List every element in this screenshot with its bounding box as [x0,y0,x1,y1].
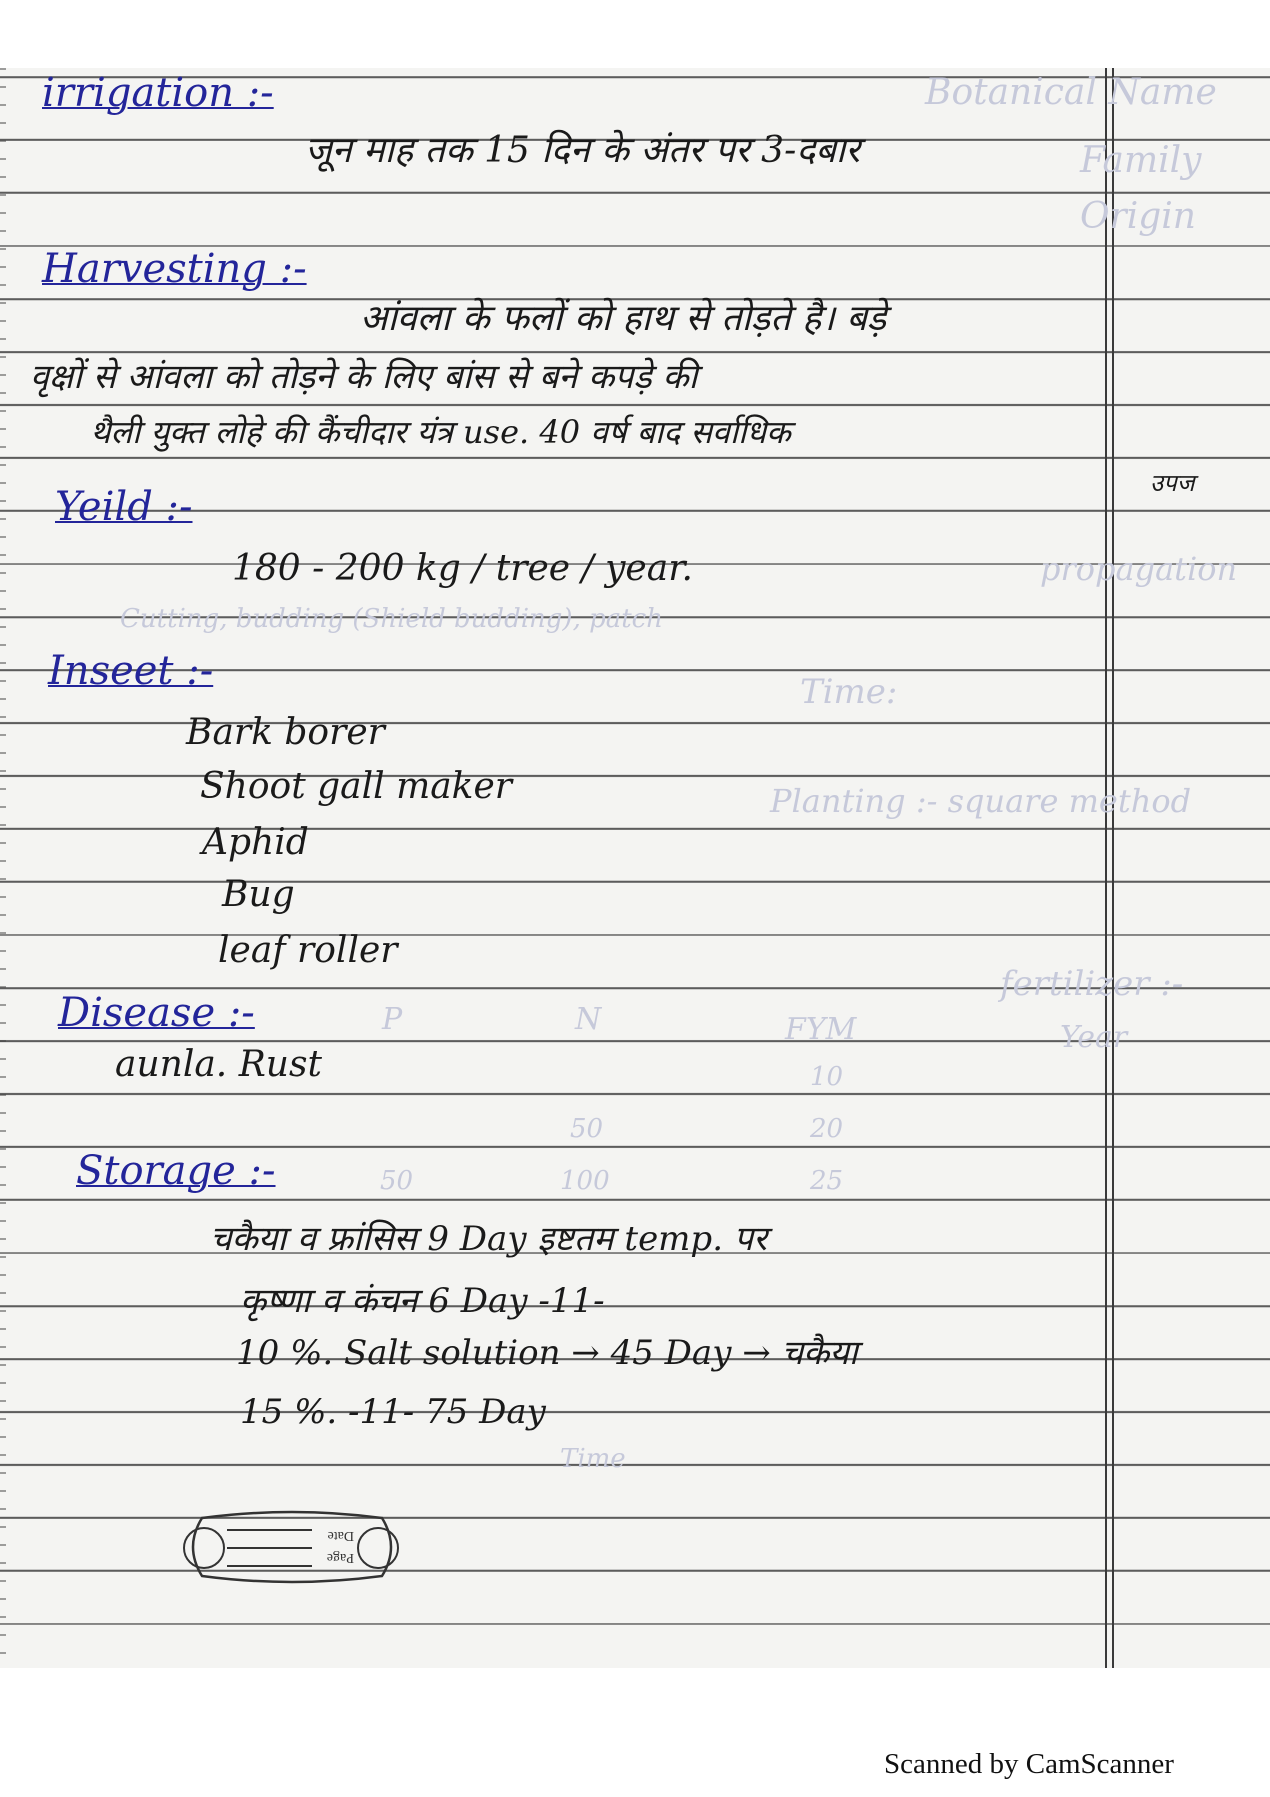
margin-line [1105,68,1107,1668]
storage-line: 15 %. -11- 75 Day [240,1392,546,1432]
ghost-text: 50 [570,1114,604,1144]
insect-item: Aphid [202,822,309,863]
ghost-text: 100 [560,1166,610,1196]
harvesting-heading: Harvesting :- [42,246,307,292]
ghost-text: Year [1060,1020,1128,1055]
insect-item: Shoot gall maker [200,766,513,807]
ghost-text: 20 [810,1114,844,1144]
ghost-text: propagation [1040,550,1238,588]
yield-heading: Yeild :- [55,484,193,530]
insect-item: leaf roller [218,930,398,971]
logo-date-label: Date [327,1528,354,1543]
ghost-text: fertilizer :- [1000,964,1184,1004]
ghost-text: Botanical Name [925,72,1217,113]
ghost-text: Origin [1080,196,1196,237]
ghost-text: FYM [785,1012,857,1047]
page-date-logo [182,1508,400,1586]
storage-heading: Storage :- [76,1148,276,1194]
ghost-text: Family [1080,140,1202,181]
harvesting-line: उपज [1150,469,1195,497]
irrigation-line: जून माह तक 15 दिन के अंतर पर 3-दबार [305,130,860,171]
storage-line: कृष्णा व कंचन 6 Day -11- [240,1281,605,1321]
harvesting-line: आंवला के फलों को हाथ से तोड़ते है। बड़े [360,298,887,339]
storage-line: चकैया व फ्रांसिस 9 Day इष्टतम temp. पर [210,1219,768,1259]
logo-page-label: Page [326,1550,354,1565]
ghost-text: Planting :- square method [770,782,1192,820]
storage-line: 10 %. Salt solution → 45 Day → चकैया [236,1333,858,1373]
ghost-text: 25 [810,1166,844,1196]
margin-line [1112,68,1114,1668]
ghost-text: P [382,1002,403,1037]
scanner-watermark: Scanned by CamScanner [884,1748,1174,1780]
spiral-edge [0,68,6,1668]
insect-heading: Inseet :- [48,648,214,694]
insect-item: Bark borer [186,712,385,753]
ghost-text: Time: [800,672,898,712]
ghost-text: Cutting, budding (Shield budding), patch [120,604,663,634]
disease-heading: Disease :- [58,990,255,1036]
irrigation-heading: irrigation :- [42,70,274,116]
ghost-text: N [575,1002,602,1037]
ghost-text: Time [560,1444,626,1474]
yield-line: 180 - 200 kg / tree / year. [232,548,693,589]
disease-item: aunla. Rust [115,1044,322,1085]
harvesting-line: वृक्षों से आंवला को तोड़ने के लिए बांस से बने कपड़े की [30,357,698,397]
ghost-text: 50 [380,1166,414,1196]
insect-item: Bug [222,874,295,915]
ghost-text: 10 [810,1062,844,1092]
harvesting-line: थैली युक्त लोहे की कैंचीदार यंत्र use. 40 वर्ष बाद सर्वाधिक [90,413,791,451]
